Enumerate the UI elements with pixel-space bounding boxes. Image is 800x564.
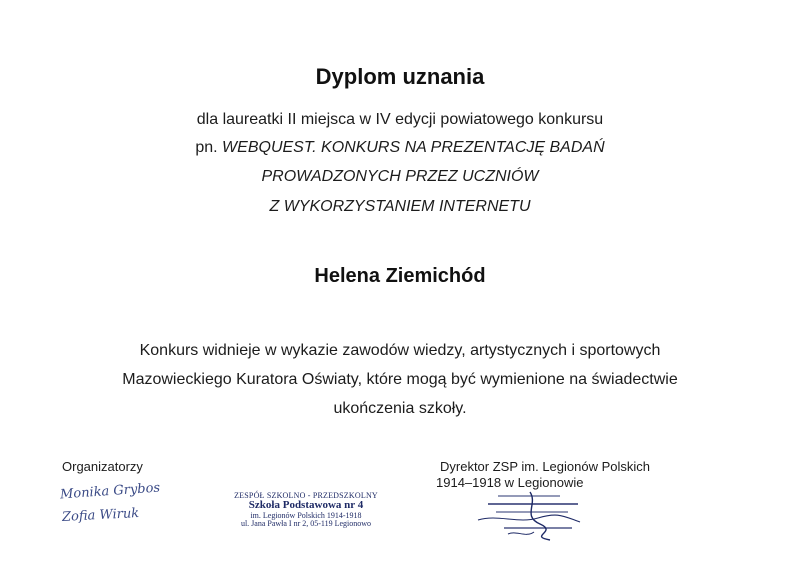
organizer-signature-2: Zofia Wiruk <box>61 505 140 526</box>
contest-name-part1: WEBQUEST. KONKURS NA PREZENTACJĘ BADAŃ <box>222 139 605 156</box>
laureate-name: Helena Ziemichód <box>314 265 486 287</box>
info-line3: ukończenia szkoły. <box>333 400 467 417</box>
info-line2: Mazowieckiego Kuratora Oświaty, które mogą być wymienione na świadectwie <box>122 371 678 388</box>
organizer-signature-1: Monika Grybos <box>59 480 161 503</box>
contest-name-line3: Z WYKORZYSTANIEM INTERNETU <box>269 198 531 215</box>
organizers-label: Organizatorzy <box>62 459 143 474</box>
contest-name-line2: PROWADZONYCH PRZEZ UCZNIÓW <box>261 168 539 185</box>
contest-prefix: pn. <box>195 139 223 156</box>
director-stamp-signature-icon <box>468 490 588 542</box>
contest-name-line1 <box>0 139 800 157</box>
diploma-title: Dyplom uznania <box>315 64 485 89</box>
director-title-line1: Dyrektor ZSP im. Legionów Polskich <box>440 459 651 474</box>
stamp-line4: ul. Jana Pawła I nr 2, 05-119 Legionowo <box>240 519 372 529</box>
laureate-line: dla laureatki II miejsca w IV edycji powiatowego konkursu <box>196 111 604 128</box>
stamp-line3: im. Legionów Polskich 1914-1918 <box>250 510 362 520</box>
info-line1: Konkurs widnieje w wykazie zawodów wiedzy, artystycznych i sportowych <box>139 342 661 359</box>
director-title-line2: 1914–1918 w Legionowie <box>436 475 584 490</box>
school-stamp <box>222 492 390 529</box>
stamp-line1: ZESPÓŁ SZKOLNO - PRZEDSZKOLNY <box>234 491 378 500</box>
stamp-line2: Szkoła Podstawowa nr 4 <box>248 499 364 512</box>
